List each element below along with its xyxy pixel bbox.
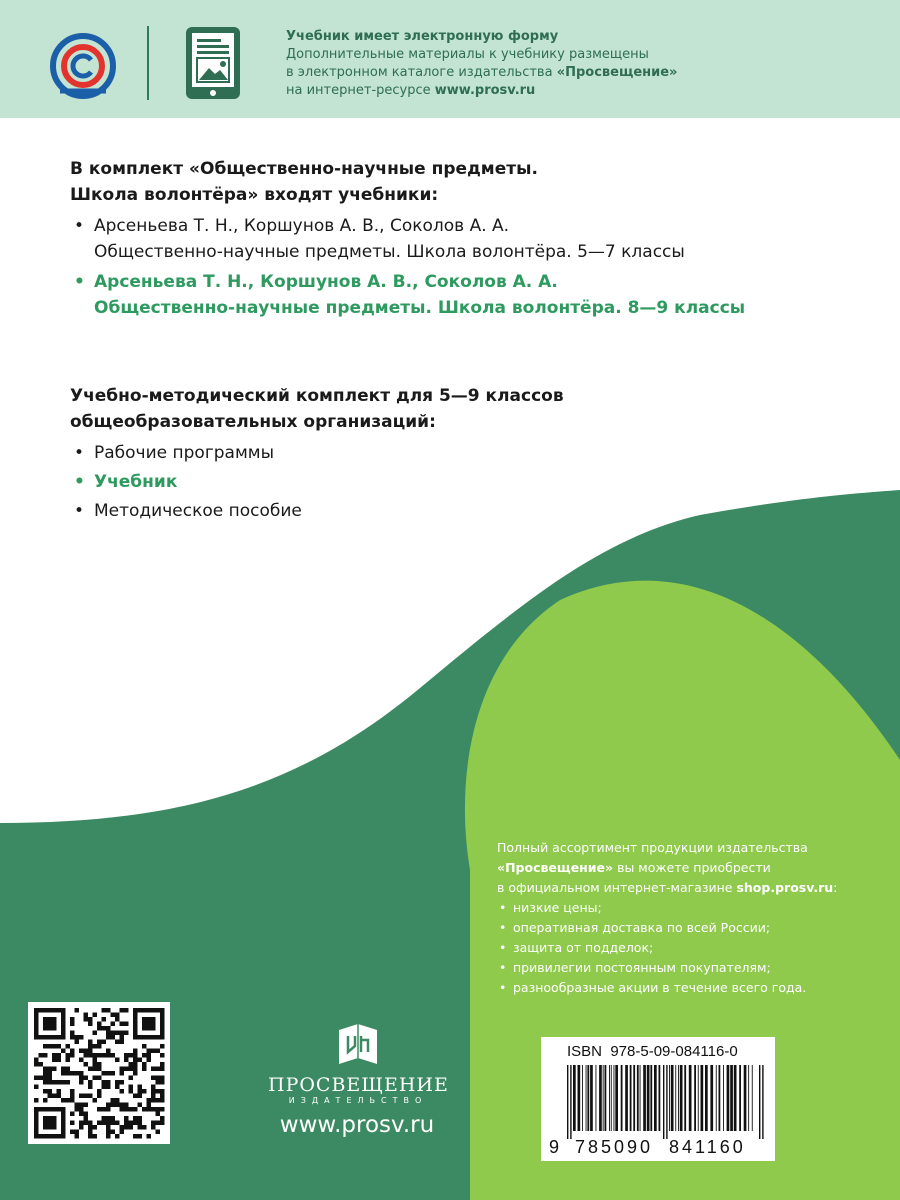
shop-line3-colon: :: [833, 880, 838, 895]
barcode-icon: [567, 1065, 767, 1139]
e-form-line2-text: в электронном каталоге издательства: [286, 65, 557, 80]
e-form-line1: Дополнительные материалы к учебнику размещены: [286, 47, 649, 62]
book-authors: • Арсеньева Т. Н., Коршунов А. В., Соколов А. А.: [94, 272, 558, 292]
publisher-name: ПРОСВЕЩЕНИЕ: [268, 1074, 449, 1096]
list-item: [70, 269, 870, 321]
kit-title-line1: В комплект «Общественно-научные предметы.: [70, 159, 538, 179]
list-item: • оперативная доставка по всей России;: [497, 918, 887, 938]
umk-item-list: [70, 440, 870, 524]
publisher-book-icon: [333, 1022, 383, 1068]
shop-url-link[interactable]: shop.prosv.ru: [736, 880, 834, 895]
book-authors: • Арсеньева Т. Н., Коршунов А. В., Соколов А. А.: [94, 216, 510, 236]
kit-title: [70, 156, 870, 208]
list-item: • низкие цены;: [497, 898, 887, 918]
shop-line3: [497, 878, 887, 898]
list-item: • разнообразные акции в течение всего года.: [497, 978, 887, 998]
publisher-name-bold: «Просвещение»: [556, 65, 678, 80]
list-item: • защита от подделок;: [497, 938, 887, 958]
umk-section: [70, 383, 870, 527]
publisher-logo: [268, 1022, 448, 1105]
umk-title-line1: Учебно-методический комплект для 5—9 классов: [70, 386, 564, 406]
e-form-title: Учебник имеет электронную форму: [286, 29, 559, 44]
publisher-url[interactable]: www.prosv.ru: [279, 1112, 435, 1138]
list-item: [70, 213, 870, 265]
shop-benefits-list: [497, 898, 887, 998]
barcode-digits-group1: 785090: [575, 1137, 654, 1157]
prosv-url-link[interactable]: www.prosv.ru: [434, 83, 536, 98]
kit-book-list: [70, 213, 870, 321]
list-item: • Методическое пособие: [70, 498, 870, 524]
shop-line3-text: в официальном интернет-магазине: [497, 880, 737, 895]
kit-section: [70, 156, 870, 325]
umk-title-line2: общеобразовательных организаций:: [70, 412, 436, 432]
publisher-subtitle: ИЗДАТЕЛЬСТВО: [288, 1096, 428, 1105]
barcode-digits-group2: 841160: [669, 1137, 746, 1157]
shop-line2: [497, 858, 887, 878]
book-title: Общественно-научные предметы. Школа волонтёра. 8—9 классы: [94, 298, 746, 318]
qr-code[interactable]: [28, 1002, 170, 1144]
list-item: • привилегии постоянным покупателям;: [497, 958, 887, 978]
shop-publisher-bold: «Просвещение»: [497, 860, 614, 875]
shop-line2-text: вы можете приобрести: [613, 860, 771, 875]
isbn-barcode-block: [541, 1037, 775, 1161]
shop-line1: Полный ассортимент продукции издательства: [497, 840, 808, 855]
list-item: • Рабочие программы: [70, 440, 870, 466]
kit-title-line2: Школа волонтёра» входят учебники:: [70, 185, 439, 205]
qr-code-icon: [28, 1002, 170, 1144]
shop-info: [497, 838, 887, 998]
e-form-line3-text: на интернет-ресурсе: [286, 83, 435, 98]
barcode-digit-first: 9: [549, 1137, 560, 1157]
book-title: Общественно-научные предметы. Школа волонтёра. 5—7 классы: [94, 242, 685, 262]
isbn-number: ISBN 978-5-09-084116-0: [567, 1043, 738, 1060]
list-item: • Учебник: [70, 469, 870, 495]
umk-title: [70, 383, 870, 435]
